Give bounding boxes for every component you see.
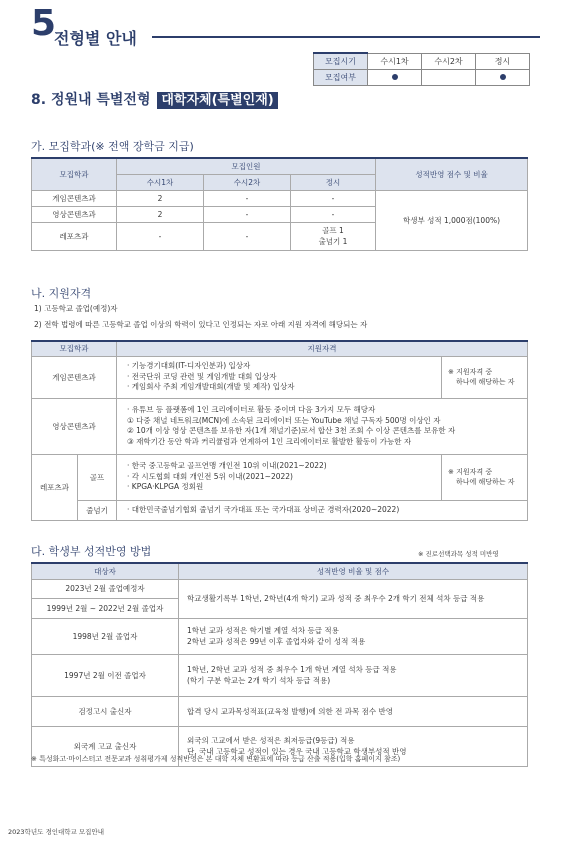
desc-line: 학교생활기록부 1학년, 2학년(4개 학기) 교과 성적 중 최우수 2개 학기 전체 석차 등급 적용 bbox=[179, 579, 528, 618]
col-dept: 모집학과 bbox=[32, 158, 117, 190]
qual-line: ③ 재학기간 동안 학과 커리큘럼과 연계하여 1인 크리에이터로 활발한 활동이 가능한 자 bbox=[127, 436, 412, 446]
section-rule bbox=[152, 36, 540, 38]
subsection-number: 8. bbox=[31, 92, 47, 108]
schedule-header: 정시 bbox=[476, 53, 530, 70]
reg-line: 골프 1 bbox=[322, 226, 344, 235]
na-item: 1) 고등학교 졸업(예정)자 bbox=[34, 304, 118, 313]
quota-table bbox=[31, 157, 528, 251]
value-cell bbox=[291, 222, 376, 250]
da-heading: 다. 학생부 성적반영 방법 bbox=[31, 545, 152, 558]
qual-line: · 한국 중고등학교 골프연맹 개인전 10위 이내(2021~2022) bbox=[127, 461, 327, 471]
da-note: ※ 진로선택과목 성적 미반영 bbox=[418, 550, 499, 558]
table-row bbox=[32, 579, 528, 618]
dept-cell: 레포츠과 bbox=[32, 454, 78, 520]
qual-line: · KPGA·KLPGA 정회원 bbox=[127, 482, 204, 492]
schedule-header: 수시2차 bbox=[422, 53, 476, 70]
target-line: 2023년 2월 졸업예정자 bbox=[32, 580, 178, 599]
da-footnote: ※ 특성화고·마이스터고 전문교과 성취평가제 성적반영은 본 대학 자체 변환표에 따라 등급 산출 적용(입학 홈페이지 참조) bbox=[31, 755, 401, 763]
na-item: 2) 전학 법령에 따른 고등학교 졸업 이상의 학력이 있다고 인정되는 자로 아래 지원 자격에 해당되는 자 bbox=[34, 320, 368, 329]
schedule-row-label: 모집여부 bbox=[314, 70, 368, 86]
desc-line: 단, 국내 고등학교 성적이 있는 경우 국내 고등학교 학생부성적 반영 bbox=[187, 747, 407, 756]
value-cell: - bbox=[291, 190, 376, 206]
qual-line: · 각 시도협회 대회 개인전 5위 이내(2021~2022) bbox=[127, 471, 293, 481]
table-row bbox=[32, 356, 528, 398]
desc-line: 2학년 교과 성적은 99년 이후 졸업자와 같이 성적 적용 bbox=[187, 637, 366, 646]
col-dept: 모집학과 bbox=[32, 341, 117, 356]
table-row bbox=[32, 398, 528, 454]
grade-table bbox=[31, 562, 528, 767]
desc-line: 1학년, 2학년 교과 성적 중 최우수 1개 학년 계열 석차 등급 적용 bbox=[187, 665, 397, 674]
target-cell: 외국계 고교 출신자 bbox=[32, 726, 179, 766]
value-cell: - bbox=[204, 190, 291, 206]
col-ratio: 성적반영 비율 및 점수 bbox=[179, 563, 528, 579]
desc-line: (학기 구분 학교는 2개 학기 석차 등급 적용) bbox=[187, 676, 331, 685]
dept-cell: 레포츠과 bbox=[32, 222, 117, 250]
selected-dot-icon bbox=[500, 74, 506, 80]
table-row bbox=[32, 454, 528, 500]
col-sub: 수시2차 bbox=[204, 174, 291, 190]
qualification-table bbox=[31, 340, 528, 521]
desc-line: 1학년 교과 성적은 학기별 계열 석차 등급 적용 bbox=[187, 626, 339, 635]
qual-list bbox=[117, 398, 528, 454]
qual-line: ① 다중 채널 네트워크(MCN)에 소속된 크리에이터 또는 YouTube 채널 구독자 500명 이상인 자 bbox=[127, 415, 441, 425]
qual-line: · 전국단위 코딩 관련 및 게임개발 대회 입상자 bbox=[127, 371, 277, 381]
col-qual: 지원자격 bbox=[117, 341, 528, 356]
value-cell: 2 bbox=[117, 206, 204, 222]
schedule-header: 수시1차 bbox=[368, 53, 422, 70]
note-line: ※ 지원자격 중 bbox=[448, 368, 493, 376]
schedule-table bbox=[313, 52, 530, 86]
selected-dot-icon bbox=[392, 74, 398, 80]
dept-cell: 게임콘텐츠과 bbox=[32, 190, 117, 206]
page-footer: 2023학년도 경인대학교 모집안내 bbox=[8, 828, 105, 836]
dept-cell: 영상콘텐츠과 bbox=[32, 398, 117, 454]
table-row bbox=[32, 190, 528, 206]
subsection-badge: 대학자체(특별인재) bbox=[157, 92, 277, 109]
target-cell: 검정고시 출신자 bbox=[32, 696, 179, 726]
col-target: 대상자 bbox=[32, 563, 179, 579]
qual-line: · 기능경기대회(IT-디자인분과) 입상자 bbox=[127, 361, 251, 371]
target-line: 1999년 2월 ~ 2022년 2월 졸업자 bbox=[46, 603, 164, 613]
subdept-cell: 줄넘기 bbox=[78, 500, 117, 520]
table-row bbox=[32, 654, 528, 696]
note-line: 하나에 해당하는 자 bbox=[456, 478, 515, 486]
qual-note bbox=[442, 454, 528, 500]
col-quota: 모집인원 bbox=[117, 158, 376, 174]
desc-line: 외국의 고교에서 받은 성적은 최저등급(9등급) 적용 bbox=[187, 736, 355, 745]
desc-line: 합격 당시 교과목성적표(교육청 발행)에 의한 전 과목 점수 반영 bbox=[179, 696, 528, 726]
value-cell: - bbox=[204, 206, 291, 222]
qual-list bbox=[117, 356, 442, 398]
qual-note bbox=[442, 356, 528, 398]
target-cell: 1997년 2월 이전 졸업자 bbox=[32, 654, 179, 696]
na-heading: 나. 지원자격 bbox=[31, 287, 92, 300]
table-row bbox=[32, 500, 528, 520]
table-row bbox=[32, 618, 528, 654]
subsection-heading bbox=[31, 89, 278, 109]
desc-cell bbox=[179, 654, 528, 696]
value-cell: - bbox=[291, 206, 376, 222]
dept-cell: 영상콘텐츠과 bbox=[32, 206, 117, 222]
value-cell: - bbox=[117, 222, 204, 250]
dept-cell: 게임콘텐츠과 bbox=[32, 356, 117, 398]
qual-list bbox=[117, 454, 442, 500]
qual-line: ② 10개 이상 영상 콘텐츠를 보유한 자(1개 채널기준)로서 합산 3천 조회 수 이상 콘텐츠를 보유한 자 bbox=[127, 426, 456, 435]
note-line: 하나에 해당하는 자 bbox=[456, 378, 515, 386]
qual-line: · 대한민국줄넘기협회 줄넘기 국가대표 또는 국가대표 상비군 경력자(2020~2022) bbox=[117, 500, 528, 520]
ga-heading: 가. 모집학과(※ 전액 장학금 지급) bbox=[31, 140, 194, 153]
qual-line: · 유튜브 등 플랫폼에 1인 크리에이터로 활동 중이며 다음 3가지 모두 해당자 bbox=[127, 405, 376, 414]
reg-line: 출넘기 1 bbox=[318, 237, 348, 246]
desc-cell bbox=[179, 618, 528, 654]
target-cell: 1998년 2월 졸업자 bbox=[32, 618, 179, 654]
ratio-cell: 학생부 성적 1,000점(100%) bbox=[376, 190, 528, 250]
section-title: 전형별 안내 bbox=[54, 29, 137, 48]
col-sub: 정시 bbox=[291, 174, 376, 190]
table-row bbox=[32, 696, 528, 726]
note-line: ※ 지원자격 중 bbox=[448, 468, 493, 476]
target-cell bbox=[32, 579, 179, 618]
schedule-header: 모집시기 bbox=[314, 53, 368, 70]
col-ratio: 성적반영 점수 및 비율 bbox=[376, 158, 528, 190]
subsection-title: 정원내 특별전형 bbox=[50, 92, 151, 108]
subdept-cell: 골프 bbox=[78, 454, 117, 500]
value-cell: - bbox=[204, 222, 291, 250]
col-sub: 수시1차 bbox=[117, 174, 204, 190]
qual-line: · 게임회사 주최 게임개발대회(개발 및 제작) 입상자 bbox=[127, 382, 295, 392]
value-cell: 2 bbox=[117, 190, 204, 206]
section-number: 5 bbox=[31, 3, 56, 44]
